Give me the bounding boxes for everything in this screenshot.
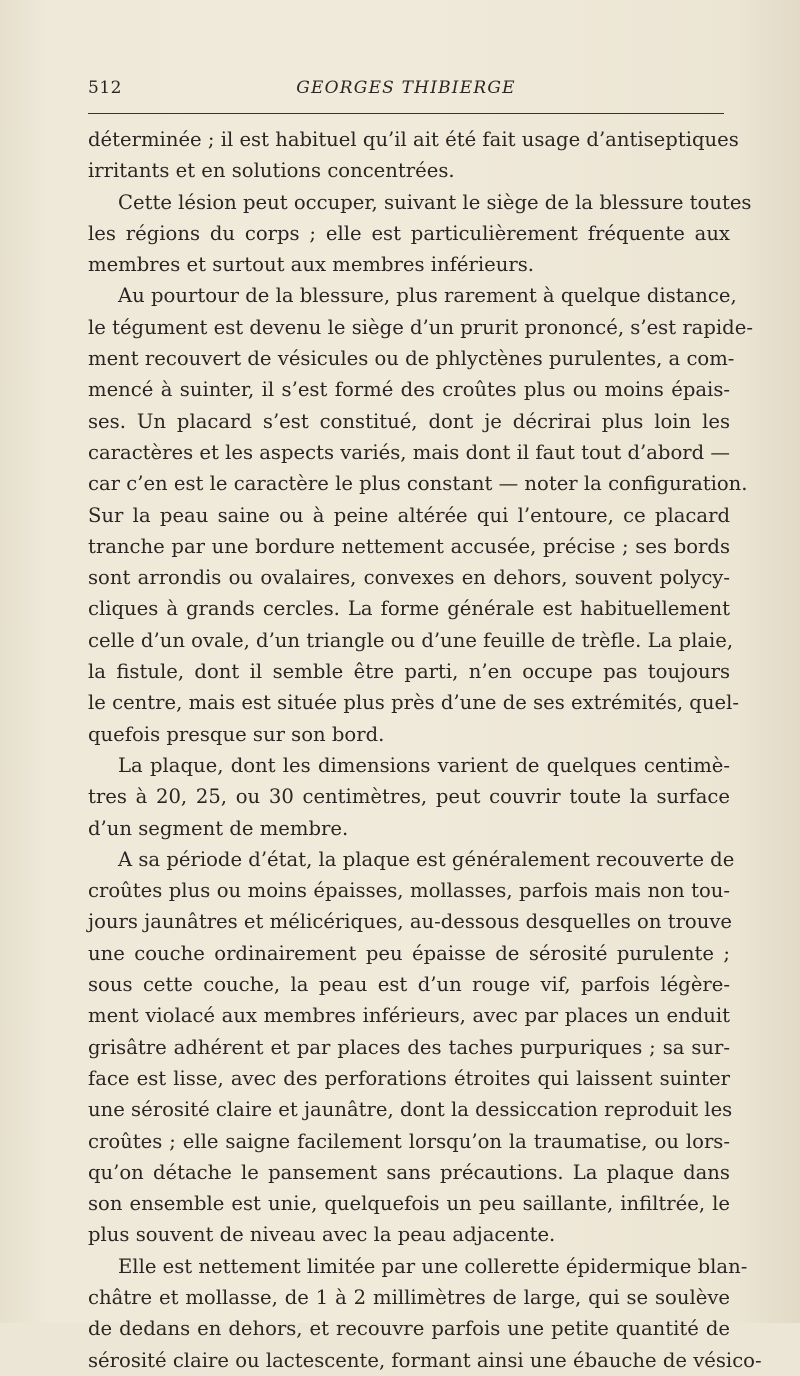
running-head: GEORGES THIBIERGE <box>296 78 516 98</box>
text-line: ment recouvert de vésicules ou de phlyctènes purulentes, a com- <box>88 347 735 371</box>
page-number: 512 <box>88 78 122 98</box>
text-line: sous cette couche, la peau est d’un rouge vif, parfois légère- <box>88 973 730 997</box>
text-line: sérosité claire ou lactescente, formant ainsi une ébauche de vésico- <box>88 1348 762 1372</box>
text-line: tranche par une bordure nettement accusée, précise ; ses bords <box>88 534 730 558</box>
page-header <box>88 78 724 104</box>
text-line: châtre et mollasse, de 1 à 2 millimètres de large, qui se soulève <box>88 1285 730 1309</box>
text-line: face est lisse, avec des perforations étroites qui laissent suinter <box>88 1066 730 1090</box>
text-line: irritants et en solutions concentrées. <box>88 159 455 183</box>
body-text <box>88 124 762 1376</box>
text-line: car c’en est le caractère le plus constant — noter la configuration. <box>88 472 748 496</box>
text-line: croûtes plus ou moins épaisses, mollasses, parfois mais non tou- <box>88 879 730 903</box>
text-line: membres et surtout aux membres inférieurs. <box>88 253 535 277</box>
text-line: mencé à suinter, il s’est formé des croûtes plus ou moins épais- <box>88 378 730 402</box>
text-line: déterminée ; il est habituel qu’il ait été fait usage d’antiseptiques <box>88 128 739 151</box>
text-line: croûtes ; elle saigne facilement lorsqu’on la traumatise, ou lors- <box>88 1129 730 1153</box>
text-line: Sur la peau saine ou à peine altérée qui l’entoure, ce placard <box>88 503 730 527</box>
text-line: cliques à grands cercles. La forme générale est habituellement <box>88 597 730 621</box>
text-line: plus souvent de niveau avec la peau adjacente. <box>88 1223 556 1247</box>
text-line: ses. Un placard s’est constitué, dont je décrirai plus loin les <box>88 409 730 433</box>
text-line: caractères et les aspects variés, mais dont il faut tout d’abord — <box>88 440 730 464</box>
text-line: Cette lésion peut occuper, suivant le siège de la blessure toutes <box>118 190 752 214</box>
text-line: Au pourtour de la blessure, plus rarement à quelque distance, <box>118 284 737 308</box>
text-line: La plaque, dont les dimensions varient de quelques centimè- <box>118 753 730 777</box>
text-line: une couche ordinairement peu épaisse de sérosité purulente ; <box>88 941 730 965</box>
text-line: grisâtre adhérent et par places des taches purpuriques ; sa sur- <box>88 1035 730 1059</box>
text-line: jours jaunâtres et mélicériques, au-dessous desquelles on trouve <box>88 910 733 934</box>
text-line: celle d’un ovale, d’un triangle ou d’une feuille de trèfle. La plaie, <box>88 628 734 652</box>
text-line: A sa période d’état, la plaque est généralement recouverte de <box>118 847 735 871</box>
text-line: sont arrondis ou ovalaires, convexes en dehors, souvent polycy- <box>88 566 730 590</box>
header-rule <box>88 113 724 114</box>
text-line: tres à 20, 25, ou 30 centimètres, peut couvrir toute la surface <box>88 785 730 809</box>
text-line: d’un segment de membre. <box>88 816 349 840</box>
text-line: son ensemble est unie, quelquefois un peu saillante, infiltrée, le <box>88 1192 730 1216</box>
text-line: une sérosité claire et jaunâtre, dont la dessiccation reproduit les <box>88 1098 733 1122</box>
text-line: le tégument est devenu le siège d’un prurit prononcé, s’est rapide- <box>88 315 753 339</box>
text-line: de dedans en dehors, et recouvre parfois une petite quantité de <box>88 1317 730 1341</box>
text-line: Elle est nettement limitée par une collerette épidermique blan- <box>118 1254 748 1278</box>
text-line: les régions du corps ; elle est particulièrement fréquente aux <box>88 221 730 245</box>
text-line: qu’on détache le pansement sans précautions. La plaque dans <box>88 1160 730 1184</box>
text-line: le centre, mais est située plus près d’une de ses extrémités, quel- <box>88 691 739 715</box>
text-line: ment violacé aux membres inférieurs, avec par places un enduit <box>88 1004 730 1028</box>
text-line: quefois presque sur son bord. <box>88 722 385 746</box>
text-line: la fistule, dont il semble être parti, n’en occupe pas toujours <box>88 660 730 684</box>
